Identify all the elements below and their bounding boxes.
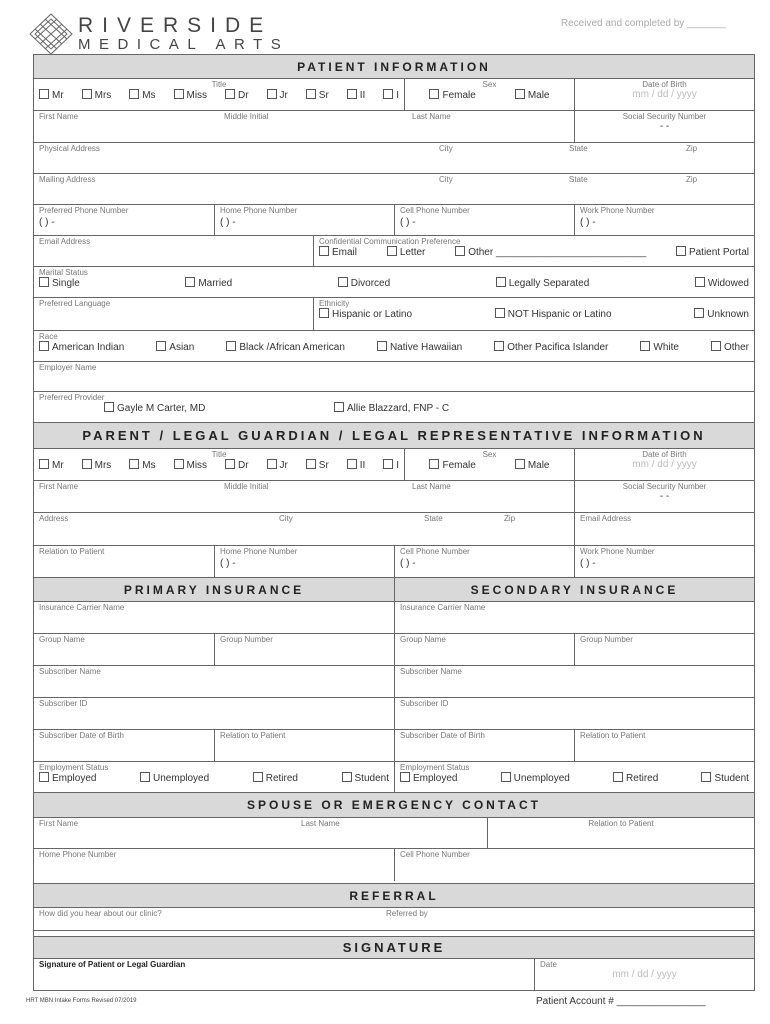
checkbox-icon[interactable]	[174, 459, 184, 469]
guardian-title-option-sr[interactable]: Sr	[306, 459, 329, 471]
checkbox-icon[interactable]	[39, 277, 49, 287]
guardian-sex-field	[404, 449, 574, 480]
subscriber-id-label: Subscriber ID	[400, 699, 449, 708]
marital-option-single[interactable]: Single	[39, 277, 80, 289]
checkbox-icon[interactable]	[225, 89, 235, 99]
marital-option-separated[interactable]: Legally Separated	[496, 277, 590, 289]
referred-by-label: Referred by	[386, 909, 428, 918]
cell-phone-label: Cell Phone Number	[400, 850, 470, 859]
dob-label: Date of Birth	[642, 450, 687, 459]
how-heard-label: How did you hear about our clinic?	[39, 909, 162, 918]
checkbox-icon[interactable]	[347, 89, 357, 99]
sex-field	[404, 79, 574, 110]
employment-label: Employment Status	[400, 763, 470, 772]
checkbox-icon[interactable]	[39, 459, 49, 469]
checkbox-icon[interactable]	[306, 459, 316, 469]
title-option-mr[interactable]: Mr	[39, 89, 64, 101]
zip-label: Zip	[686, 144, 698, 153]
marital-option-widowed[interactable]: Widowed	[695, 277, 749, 289]
title-option-ii[interactable]: II	[347, 89, 366, 101]
provider-option-blazzard[interactable]: Allie Blazzard, FNP - C	[334, 402, 449, 414]
spouse-cell-phone-field[interactable]	[394, 849, 754, 881]
employment-label: Employment Status	[39, 763, 109, 772]
primary-insurance-header: PRIMARY INSURANCE	[34, 578, 394, 601]
title-label: Title	[211, 450, 227, 459]
middle-initial-label: Middle Initial	[224, 112, 269, 121]
physical-address-field[interactable]	[34, 143, 754, 173]
checkbox-icon[interactable]	[338, 277, 348, 287]
checkbox-icon[interactable]	[515, 89, 525, 99]
secondary-relation-field[interactable]	[574, 730, 754, 761]
title-option-sr[interactable]: Sr	[306, 89, 329, 101]
checkbox-icon[interactable]	[129, 89, 139, 99]
checkbox-icon[interactable]	[174, 89, 184, 99]
dob-placeholder: mm / dd / yyyy	[632, 459, 697, 470]
primary-subscriber-name-field[interactable]	[34, 666, 394, 697]
checkbox-icon[interactable]	[676, 246, 686, 256]
race-option-pacific-islander[interactable]: Other Pacifica Islander	[494, 341, 608, 353]
work-phone-label: Work Phone Number	[580, 547, 655, 556]
secondary-employment-employed[interactable]: Employed	[400, 772, 457, 784]
checkbox-icon[interactable]	[342, 772, 352, 782]
name-field[interactable]	[34, 111, 574, 142]
checkbox-icon[interactable]	[640, 341, 650, 351]
zip-label: Zip	[686, 175, 698, 184]
last-name-label: Last Name	[301, 819, 340, 828]
checkbox-icon[interactable]	[515, 459, 525, 469]
home-phone-label: Home Phone Number	[220, 547, 298, 556]
phone-format: ( ) -	[400, 558, 416, 569]
checkbox-icon[interactable]	[39, 89, 49, 99]
checkbox-icon[interactable]	[495, 308, 505, 318]
guardian-title-option-dr[interactable]: Dr	[225, 459, 249, 471]
employer-label: Employer Name	[39, 363, 97, 372]
phone-format: ( ) -	[220, 558, 236, 569]
guardian-title-option-ms[interactable]: Ms	[129, 459, 155, 471]
ethnicity-option-hispanic[interactable]: Hispanic or Latino	[319, 308, 412, 320]
guardian-title-option-mrs[interactable]: Mrs	[82, 459, 112, 471]
patient-account-number[interactable]: Patient Account # ________________	[536, 996, 706, 1007]
language-label: Preferred Language	[39, 299, 111, 308]
race-option-asian[interactable]: Asian	[156, 341, 194, 353]
primary-subscriber-dob-field[interactable]	[34, 730, 214, 761]
guardian-home-phone-field[interactable]	[214, 546, 394, 577]
checkbox-icon[interactable]	[701, 772, 711, 782]
form-revision: HRT MBN Intake Forms Revised 07/2019	[26, 998, 137, 1004]
confidential-option-email[interactable]: Email	[319, 246, 357, 258]
ethnicity-option-unknown[interactable]: Unknown	[694, 308, 749, 320]
primary-employment-retired[interactable]: Retired	[253, 772, 298, 784]
spouse-relation-field[interactable]	[487, 818, 754, 848]
ssn-field[interactable]	[574, 111, 754, 142]
secondary-subscriber-id-field[interactable]	[394, 698, 754, 729]
signature-header: SIGNATURE	[34, 937, 754, 958]
subscriber-name-label: Subscriber Name	[400, 667, 462, 676]
title-field	[34, 79, 404, 110]
primary-employment-student[interactable]: Student	[342, 772, 389, 784]
checkbox-icon[interactable]	[39, 341, 49, 351]
employer-field[interactable]	[34, 362, 754, 391]
state-label: State	[569, 144, 588, 153]
subscriber-dob-label: Subscriber Date of Birth	[400, 731, 485, 740]
primary-relation-field[interactable]	[214, 730, 394, 761]
carrier-label: Insurance Carrier Name	[400, 603, 486, 612]
city-label: City	[279, 514, 293, 523]
group-name-label: Group Name	[400, 635, 446, 644]
title-option-jr[interactable]: Jr	[267, 89, 288, 101]
sex-label: Sex	[482, 80, 497, 89]
logo-line-1: RIVERSIDE	[78, 14, 273, 37]
race-option-black[interactable]: Black /African American	[226, 341, 345, 353]
race-option-other[interactable]: Other	[711, 341, 749, 353]
secondary-group-name-field[interactable]	[394, 634, 574, 665]
preferred-phone-label: Preferred Phone Number	[39, 206, 129, 215]
relation-label: Relation to Patient	[220, 731, 286, 740]
clinic-logo	[28, 12, 308, 56]
relation-label: Relation to Patient	[39, 547, 105, 556]
guardian-info-header: PARENT / LEGAL GUARDIAN / LEGAL REPRESENTATIVE INFORMATION	[34, 423, 754, 448]
email-label: Email Address	[580, 514, 632, 523]
guardian-title-option-mr[interactable]: Mr	[39, 459, 64, 471]
date-label: Date	[540, 960, 557, 969]
spouse-home-phone-field[interactable]	[34, 849, 394, 881]
guardian-title-field	[34, 449, 404, 480]
preferred-phone-field[interactable]	[34, 205, 214, 235]
secondary-carrier-field[interactable]	[394, 602, 754, 633]
first-name-label: First Name	[39, 482, 79, 491]
checkbox-icon[interactable]	[319, 246, 329, 256]
signature-date-field[interactable]	[534, 959, 754, 990]
guardian-title-option-i[interactable]: I	[383, 459, 399, 471]
marital-status-field	[34, 267, 754, 297]
checkbox-icon[interactable]	[455, 246, 465, 256]
marital-label: Marital Status	[39, 268, 88, 277]
checkbox-icon[interactable]	[156, 341, 166, 351]
secondary-employment-unemployed[interactable]: Unemployed	[501, 772, 570, 784]
state-label: State	[424, 514, 443, 523]
title-option-i[interactable]: I	[383, 89, 399, 101]
checkbox-icon[interactable]	[129, 459, 139, 469]
guardian-cell-phone-field[interactable]	[394, 546, 574, 577]
phone-format: ( ) -	[580, 558, 596, 569]
address-label: Address	[39, 514, 69, 523]
patient-info-header: PATIENT INFORMATION	[34, 55, 754, 78]
race-label: Race	[39, 332, 58, 341]
city-label: City	[439, 144, 453, 153]
race-field	[34, 331, 754, 361]
checkbox-icon[interactable]	[377, 341, 387, 351]
ssn-label: Social Security Number	[622, 482, 707, 491]
home-phone-field[interactable]	[214, 205, 394, 235]
group-number-label: Group Number	[580, 635, 633, 644]
primary-group-number-field[interactable]	[214, 634, 394, 665]
confidential-option-letter[interactable]: Letter	[387, 246, 426, 258]
secondary-employment-student[interactable]: Student	[701, 772, 748, 784]
title-option-dr[interactable]: Dr	[225, 89, 249, 101]
guardian-address-field[interactable]	[34, 513, 574, 545]
secondary-subscriber-name-field[interactable]	[394, 666, 754, 697]
checkbox-icon[interactable]	[104, 402, 114, 412]
checkbox-icon[interactable]	[496, 277, 506, 287]
ethnicity-label: Ethnicity	[319, 299, 350, 308]
guardian-title-option-jr[interactable]: Jr	[267, 459, 288, 471]
title-option-miss[interactable]: Miss	[174, 89, 208, 101]
guardian-ssn-field[interactable]	[574, 481, 754, 512]
checkbox-icon[interactable]	[185, 277, 195, 287]
relation-label: Relation to Patient	[588, 819, 654, 828]
subscriber-id-label: Subscriber ID	[39, 699, 88, 708]
phone-format: ( ) -	[400, 217, 416, 228]
email-field[interactable]	[34, 236, 313, 266]
ethnicity-field	[313, 298, 754, 330]
work-phone-label: Work Phone Number	[580, 206, 655, 215]
dob-field[interactable]	[574, 79, 754, 110]
sex-option-female[interactable]: Female	[429, 89, 475, 101]
signature-field[interactable]	[34, 959, 534, 990]
secondary-employment-retired[interactable]: Retired	[613, 772, 658, 784]
checkbox-icon[interactable]	[82, 89, 92, 99]
guardian-title-option-miss[interactable]: Miss	[174, 459, 208, 471]
checkbox-icon[interactable]	[613, 772, 623, 782]
checkbox-icon[interactable]	[267, 89, 277, 99]
checkbox-icon[interactable]	[319, 308, 329, 318]
checkbox-icon[interactable]	[383, 459, 393, 469]
secondary-group-number-field[interactable]	[574, 634, 754, 665]
group-number-label: Group Number	[220, 635, 273, 644]
cell-phone-field[interactable]	[394, 205, 574, 235]
carrier-label: Insurance Carrier Name	[39, 603, 125, 612]
guardian-sex-option-male[interactable]: Male	[515, 459, 550, 471]
primary-carrier-field[interactable]	[34, 602, 394, 633]
last-name-label: Last Name	[412, 112, 451, 121]
confidential-preference-field	[313, 236, 754, 266]
guardian-email-field[interactable]	[574, 513, 754, 545]
race-option-american-indian[interactable]: American Indian	[39, 341, 124, 353]
primary-employment-field	[34, 762, 394, 792]
checkbox-icon[interactable]	[334, 402, 344, 412]
checkbox-icon[interactable]	[429, 459, 439, 469]
first-name-label: First Name	[39, 112, 79, 121]
ssn-label: Social Security Number	[622, 112, 707, 121]
guardian-dob-field[interactable]	[574, 449, 754, 480]
date-placeholder: mm / dd / yyyy	[612, 969, 677, 980]
spouse-header: SPOUSE OR EMERGENCY CONTACT	[34, 793, 754, 817]
zip-label: Zip	[504, 514, 516, 523]
title-option-mrs[interactable]: Mrs	[82, 89, 112, 101]
relation-label: Relation to Patient	[580, 731, 646, 740]
provider-option-carter[interactable]: Gayle M Carter, MD	[104, 402, 205, 414]
marital-option-divorced[interactable]: Divorced	[338, 277, 390, 289]
secondary-insurance-header: SECONDARY INSURANCE	[395, 578, 754, 601]
state-label: State	[569, 175, 588, 184]
mailing-address-field[interactable]	[34, 174, 754, 204]
secondary-subscriber-dob-field[interactable]	[394, 730, 574, 761]
received-by-field[interactable]: Received and completed by _______	[560, 18, 726, 29]
checkbox-icon[interactable]	[695, 277, 705, 287]
primary-insurance-header-cell	[34, 578, 394, 601]
home-phone-label: Home Phone Number	[220, 206, 298, 215]
checkbox-icon[interactable]	[39, 772, 49, 782]
referral-header: REFERRAL	[34, 884, 754, 907]
guardian-work-phone-field[interactable]	[574, 546, 754, 577]
language-field[interactable]	[34, 298, 313, 330]
intake-form	[33, 54, 755, 991]
last-name-label: Last Name	[412, 482, 451, 491]
dob-placeholder: mm / dd / yyyy	[632, 89, 697, 100]
guardian-relation-field[interactable]	[34, 546, 214, 577]
dob-label: Date of Birth	[642, 80, 687, 89]
primary-group-name-field[interactable]	[34, 634, 214, 665]
guardian-sex-option-female[interactable]: Female	[429, 459, 475, 471]
cell-phone-label: Cell Phone Number	[400, 206, 470, 215]
cell-phone-label: Cell Phone Number	[400, 547, 470, 556]
first-name-label: First Name	[39, 819, 79, 828]
city-label: City	[439, 175, 453, 184]
ethnicity-option-not-hispanic[interactable]: NOT Hispanic or Latino	[495, 308, 612, 320]
checkbox-icon[interactable]	[400, 772, 410, 782]
sex-label: Sex	[482, 450, 497, 459]
checkbox-icon[interactable]	[267, 459, 277, 469]
checkbox-icon[interactable]	[226, 341, 236, 351]
phone-format: ( ) -	[39, 217, 55, 228]
provider-field	[34, 392, 754, 422]
logo-line-2: MEDICAL ARTS	[78, 36, 290, 53]
checkbox-icon[interactable]	[501, 772, 511, 782]
checkbox-icon[interactable]	[253, 772, 263, 782]
checkbox-icon[interactable]	[347, 459, 357, 469]
work-phone-field[interactable]	[574, 205, 754, 235]
signature-label: Signature of Patient or Legal Guardian	[39, 960, 186, 969]
marital-option-married[interactable]: Married	[185, 277, 232, 289]
phone-format: ( ) -	[580, 217, 596, 228]
primary-employment-unemployed[interactable]: Unemployed	[140, 772, 209, 784]
checkbox-icon[interactable]	[494, 341, 504, 351]
race-option-white[interactable]: White	[640, 341, 679, 353]
guardian-name-field[interactable]	[34, 481, 574, 512]
checkbox-icon[interactable]	[429, 89, 439, 99]
confidential-label: Confidential Communication Preference	[319, 237, 461, 246]
sex-option-male[interactable]: Male	[515, 89, 550, 101]
spouse-name-field[interactable]	[34, 818, 487, 848]
mailing-address-label: Mailing Address	[39, 175, 96, 184]
race-option-native-hawaiian[interactable]: Native Hawaiian	[377, 341, 462, 353]
checkbox-icon[interactable]	[140, 772, 150, 782]
checkbox-icon[interactable]	[225, 459, 235, 469]
ssn-format: - -	[659, 491, 670, 502]
title-label: Title	[211, 80, 227, 89]
confidential-option-portal[interactable]: Patient Portal	[676, 246, 749, 258]
email-label: Email Address	[39, 237, 91, 246]
secondary-employment-field	[394, 762, 754, 792]
ssn-format: - -	[659, 121, 670, 132]
home-phone-label: Home Phone Number	[39, 850, 117, 859]
checkbox-icon[interactable]	[694, 308, 704, 318]
checkbox-icon[interactable]	[306, 89, 316, 99]
guardian-title-option-ii[interactable]: II	[347, 459, 366, 471]
checkbox-icon[interactable]	[383, 89, 393, 99]
subscriber-dob-label: Subscriber Date of Birth	[39, 731, 124, 740]
secondary-insurance-header-cell	[394, 578, 754, 601]
physical-address-label: Physical Address	[39, 144, 100, 153]
primary-employment-employed[interactable]: Employed	[39, 772, 96, 784]
middle-initial-label: Middle Initial	[224, 482, 269, 491]
diamond-logo-icon	[28, 12, 74, 56]
primary-subscriber-id-field[interactable]	[34, 698, 394, 729]
phone-format: ( ) -	[220, 217, 236, 228]
checkbox-icon[interactable]	[387, 246, 397, 256]
checkbox-icon[interactable]	[711, 341, 721, 351]
referral-field[interactable]	[34, 908, 754, 930]
checkbox-icon[interactable]	[82, 459, 92, 469]
group-name-label: Group Name	[39, 635, 85, 644]
subscriber-name-label: Subscriber Name	[39, 667, 101, 676]
provider-label: Preferred Provider	[39, 393, 105, 402]
title-option-ms[interactable]: Ms	[129, 89, 155, 101]
confidential-option-other[interactable]: Other ___________________________	[455, 246, 646, 258]
